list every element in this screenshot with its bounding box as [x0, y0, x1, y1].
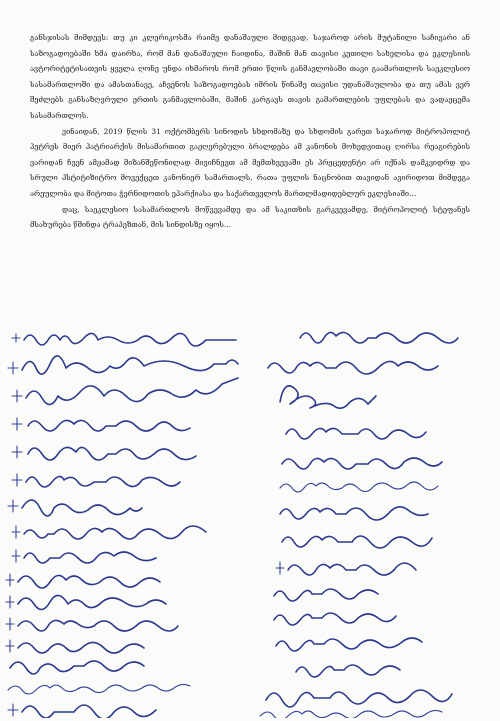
signature-right-6: [280, 482, 438, 492]
signature-right-9: [276, 562, 416, 575]
signature-right-12: [276, 638, 422, 651]
signature-right-10: [274, 589, 378, 601]
signature-right-15: [260, 710, 442, 718]
signature-left-1: [12, 333, 236, 346]
signature-left-5: [12, 446, 196, 460]
signature-left-12: [6, 618, 178, 631]
signature-left-2: [8, 356, 238, 374]
signature-right-14: [266, 690, 452, 707]
signature-right-4: [286, 428, 426, 439]
signature-right-5: [282, 458, 442, 469]
signature-left-13: [6, 640, 144, 653]
signature-left-11: [6, 595, 166, 609]
signature-left-14: [10, 661, 144, 674]
signature-right-1: [300, 332, 458, 343]
signature-right-13: [296, 665, 400, 677]
signature-left-10: [6, 574, 160, 588]
signature-left-7: [8, 500, 142, 516]
paragraph: ვინაიდან, 2019 წლის 31 ოქტომბერს სინოდის სხდომაზე და სხდომის გარეთ საჯაროდ მიტროპოლიტ პეტრეს მიერ პატრიარქის მისამართით გაჟღერებული ბრალდება ამ კანონის მოხედვითაც ღირსა რეაგირების ვარიდან ჩვენ ამჟამად მიზანშეწონილად მივიჩნევთ ამ მემთხვევაში ეს პრეცედენტი არ იქნას დამკვიდრდ და სრული ჰსტიტიზიტრო მოვექცეთ კანონიერ სამართალს, რათა უფლის ნაცნობით თავიდან ავირიდოთ მიმდეგა არეულობა და მიტოთა ჭერნიდოთის ეპარქიასა და საქართველოს მართლმადიდებლურ ეკლესიაში…: [30, 126, 470, 198]
signature-left-16: [8, 704, 156, 718]
signatures-drawing: [0, 318, 500, 718]
signature-left-6: [12, 474, 180, 487]
signature-right-8: [282, 536, 432, 548]
signature-left-3: [12, 378, 238, 405]
signature-right-7: [280, 507, 428, 520]
signature-left-9: [12, 550, 156, 563]
signature-right-2: [268, 361, 438, 374]
signature-left-15: [8, 684, 190, 694]
paragraph: დაც, საეკლესიო სასამართლოს მოწვევამდე და ამ საკითხის გარკვევამდე, მიტროპოლიტ სტეფანეს მსახურება წმინდა ტრაპეზთან, მის სინდისზე იყოს…: [30, 204, 470, 230]
signature-left-8: [12, 526, 206, 539]
signature-right-11: [274, 613, 396, 625]
paragraph: განსჯისას მიმდევს: თუ კი კლერიკოსმა რაიმე დანაშაული მიდგვად, საჯაროდ არის მუტანილი საჩივარი ან საზოგადოებაში ხმა დაირხა, რომ მან დანაშაული ჩაიდინა, მაშინ მან თავისი კეთილი სახელისა და ეკლესიის ავტორიტეტისათვის ყველა ღონე უნდა იხმაროს რომ ერთი წლის განმავლობაში თავი გაამართლოს საეკლესიო სასამართლოში და ამასთანავე, აჩვენოს საზოგადოებას იმრის წინაშე თავისი უდანაშაულობა და თუ ამას ვერ შეძლებს განსაზღვრული ერთის განმავლობაში, მაშინ კარგავს თავის გამართლების უფლებას და ვადაეცემა სასამართლოს.: [30, 33, 470, 120]
signature-right-3: [280, 386, 376, 408]
handwritten-signatures: [0, 318, 500, 718]
signature-left-4: [12, 418, 190, 431]
typed-text-block: [30, 30, 470, 233]
